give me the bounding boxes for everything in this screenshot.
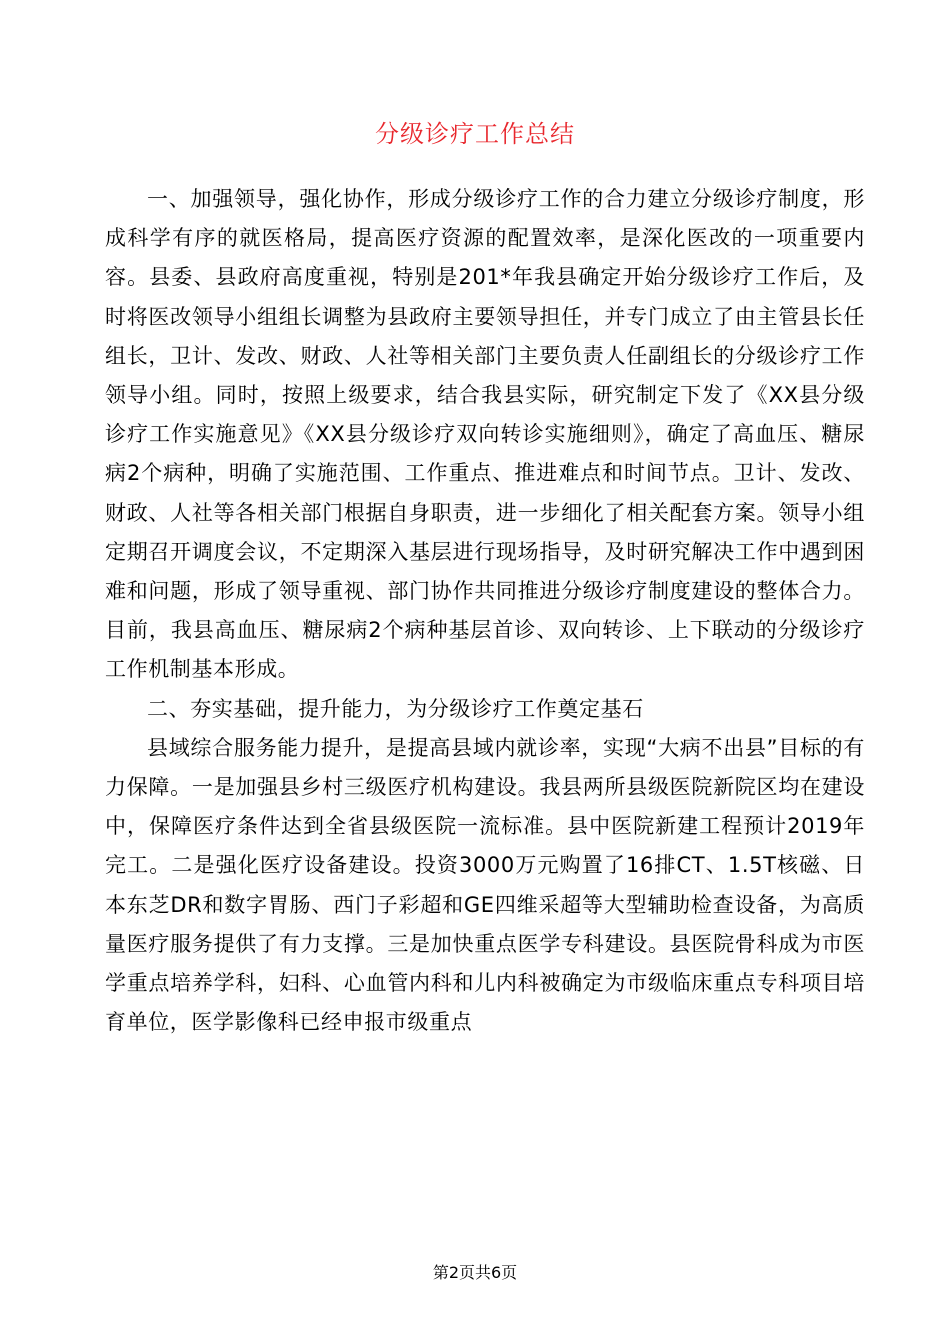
section-heading-foundation: 二、夯实基础，提升能力，为分级诊疗工作奠定基石 [147, 696, 644, 721]
document-title: 分级诊疗工作总结 [375, 120, 575, 148]
document-body [105, 180, 865, 1042]
paragraph-capacity: 县域综合服务能力提升，是提高县域内就诊率，实现“大病不出县”目标的有力保障。一是加强县乡村三级医疗机构建设。我县两所县级医院新院区均在建设中，保障医疗条件达到全省县级医院一流标准。县中医院新建工程预计2019年完工。二是强化医疗设备建设。投资3000万元购置了16排CT、1.5T核磁、日本东芝DR和数字胃肠、西门子彩超和GE四维采超等大型辅助检查设备，为高质量医疗服务提供了有力支撑。三是加快重点医学专科建设。县医院骨科成为市医学重点培养学科，妇科、心血管内科和儿内科被确定为市级临床重点专科项目培育单位，医学影像科已经申报市级重点 [105, 735, 865, 1035]
page-number-footer: 第2页共6页 [432, 1263, 518, 1282]
paragraph-leadership: 一、加强领导，强化协作，形成分级诊疗工作的合力建立分级诊疗制度，形成科学有序的就医格局，提高医疗资源的配置效率，是深化医改的一项重要内容。县委、县政府高度重视，特别是201*年我县确定开始分级诊疗工作后，及时将医改领导小组组长调整为县政府主要领导担任，并专门成立了由主管县长任组长，卫计、发改、财政、人社等相关部门主要负责人任副组长的分级诊疗工作领导小组。同时，按照上级要求，结合我县实际，研究制定下发了《XX县分级诊疗工作实施意见》《XX县分级诊疗双向转诊实施细则》，确定了高血压、糖尿病2个病种，明确了实施范围、工作重点、推进难点和时间节点。卫计、发改、财政、人社等各相关部门根据自身职责，进一步细化了相关配套方案。领导小组定期召开调度会议，不定期深入基层进行现场指导，及时研究解决工作中遇到困难和问题，形成了领导重视、部门协作共同推进分级诊疗制度建设的整体合力。目前，我县高血压、糖尿病2个病种基层首诊、双向转诊、上下联动的分级诊疗工作机制基本形成。 [105, 187, 865, 682]
